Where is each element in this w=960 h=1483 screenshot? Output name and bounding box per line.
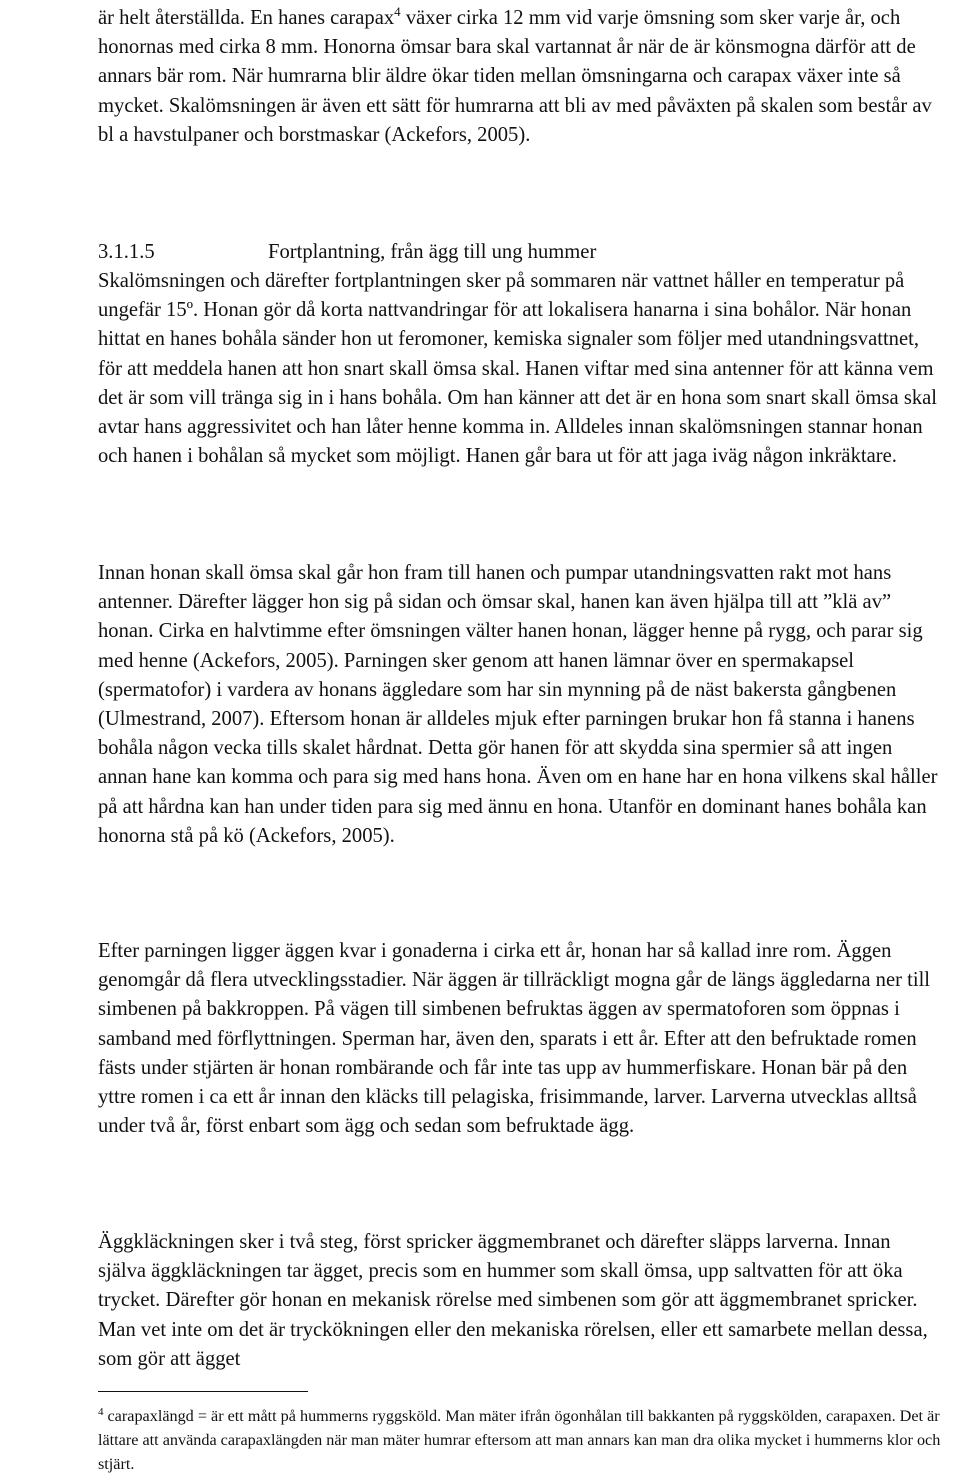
paragraph-mating: Innan honan skall ömsa skal går hon fram till hanen och pumpar utandningsvatten rakt mot hans antenner. Därefter lägger hon sig på sidan och ömsar skal, hanen kan även hjälpa till att ”klä av” honan. Cirka en halvtimme efter ömsningen välter hanen honan, lägger henne på rygg, och parar sig med henne (Ackefors, 2005). Parningen sker genom att hanen lämnar över en spermakapsel (spermatofor) i vardera av honans äggledare som har sin mynning på de näst bakersta gångbenen (Ulmestrand, 2007). Eftersom honan är alldeles mjuk efter parningen brukar hon få stanna i hanens bohåla någon vecka tills skalet hårdnat. Detta gör hanen för att skydda sina spermier så att ingen annan hane kan komma och para sig med hans hona. Även om en hane har en hona vilkens skal håller på att hårdna kan han under tiden para sig med ännu en hona. Utanför en dominant hanes bohåla kan honorna stå på kö (Ackefors, 2005).	[98, 562, 938, 847]
paragraph-hatching: Äggkläckningen sker i två steg, först spricker äggmembranet och därefter släpps larverna. Innan själva äggkläckningen tar ägget, precis som en hummer som skall ömsa, upp saltvatten för att öka trycket. Därefter gör honan en mekanisk rörelse med simbenen som gör att äggmembranet spricker. Man vet inte om det är tryckökningen eller den mekaniska rörelsen, eller ett samarbete mellan dessa, som gör att ägget	[98, 1231, 928, 1370]
section-number: 3.1.1.5	[98, 241, 155, 263]
section-heading	[98, 238, 596, 267]
footnote-separator	[98, 1391, 308, 1392]
paragraph-mating-behaviour: Skalömsningen och därefter fortplantningen sker på sommaren när vattnet håller en temperatur på ungefär 15º. Honan gör då korta nattvandringar för att lokalisera hanarna i sina bohålor. När honan hittat en hanes bohåla sänder hon ut feromoner, kemiska signaler som följer med utandningsvattnet, för att meddela hanen att hon snart skall ömsa skal. Hanen viftar med sina antenner för att känna vem det är som vill tränga sig in i hans bohåla. Om han känner att det är en hona som snart skall ömsa skal avtar hans aggressivitet och han låter henne komma in. Alldeles innan skalömsningen stannar honan och hanen i bohålan så mycket som möjligt. Hanen går bara ut för att jaga iväg någon inkräktare.	[98, 270, 937, 468]
footnote-marker: 4	[98, 1405, 104, 1418]
paragraph-text: växer cirka 12 mm vid varje ömsning som sker varje år, och honornas med cirka 8 mm. Honorna ömsar bara skal vartannat år när de är könsmogna därför att de annars bär rom. När humrarna blir äldre ökar tiden mellan ömsningarna och carapax växer inte så mycket. Skalömsningen är även ett sätt för humrarna att bli av med påväxten på skalen som består av bl a havstulpaner och borstmaskar (Ackefors, 2005).	[98, 7, 932, 146]
footnote	[98, 1404, 948, 1477]
paragraph-text: är helt återställda. En hanes carapax	[98, 7, 395, 29]
footnote-text: carapaxlängd = är ett mått på hummerns ryggsköld. Man mäter ifrån ögonhålan till bakkanten på ryggskölden, carapaxen. Det är lättare att använda carapaxlängden när man mäter humrar eftersom att man annars kan man dra olika mycket i hummerns klor och stjärt.	[98, 1407, 941, 1474]
paragraph-molting	[98, 4, 940, 150]
paragraph-eggs: Efter parningen ligger äggen kvar i gonaderna i cirka ett år, honan har så kallad inre rom. Äggen genomgår då flera utvecklingsstadier. När äggen är tillräckligt mogna går de längs äggledarna ner till simbenen på bakkroppen. På vägen till simbenen befruktas äggen av spermatoforen som öppnas i samband med förflyttningen. Sperman har, även den, sparats i ett år. Efter att den befruktade romen fästs under stjärten är honan rombärande och får inte tas upp av hummerfiskare. Honan bär på den yttre romen i ca ett år innan den kläcks till pelagiska, frisimmande, larver. Larverna utvecklas alltså under två år, först enbart som ägg och sedan som befruktade ägg.	[98, 940, 931, 1138]
footnote-reference[interactable]: 4	[394, 4, 401, 20]
section-title: Fortplantning, från ägg till ung hummer	[268, 241, 597, 263]
